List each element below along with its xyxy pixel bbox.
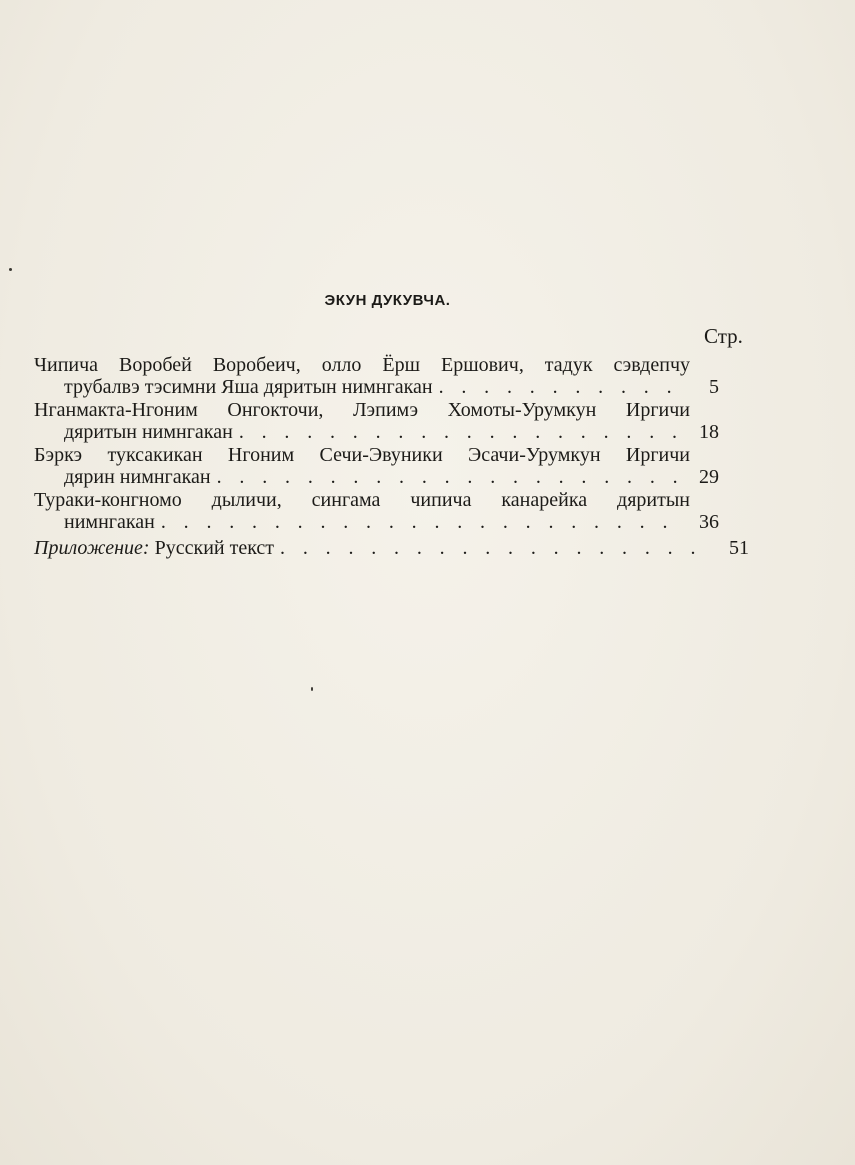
appendix-label: Приложение:	[34, 537, 150, 559]
dot-leader	[280, 537, 709, 559]
dot-leader	[439, 376, 679, 398]
toc-entry-title-end: дяритын нимнгакан	[64, 421, 233, 443]
table-of-contents	[34, 354, 749, 560]
paper-speck	[9, 268, 12, 271]
toc-entry-page-number: 5	[709, 376, 719, 398]
toc-entry-title-line: Тураки-конгномо дыличи, сингама чипича канарейка дяритын	[34, 489, 690, 511]
toc-entry-title-end: трубалвэ тэсимни Яша дяритын нимнгакан	[64, 376, 433, 398]
dot-leader	[239, 421, 679, 443]
toc-entry-last-line	[34, 537, 749, 559]
appendix-title	[34, 537, 274, 559]
toc-entry-appendix	[34, 537, 749, 559]
toc-entry-page-number: 29	[699, 466, 719, 488]
toc-entry-title-line: Нганмакта-Нгоним Онгокточи, Лэпимэ Хомоты-Урумкун Иргичи	[34, 399, 690, 421]
toc-entry-last-line	[34, 511, 719, 533]
page-title: ЭКУН ДУКУВЧА.	[324, 292, 451, 309]
toc-entry-last-line	[34, 466, 719, 488]
toc-entry-last-line	[34, 376, 719, 398]
toc-entry-title-line: Чипича Воробей Воробеич, олло Ёрш Ершович, тадук сэвдепчу	[34, 354, 690, 376]
toc-entry-page-number: 36	[699, 511, 719, 533]
dot-leader	[217, 466, 679, 488]
toc-entry-title-end: нимнгакан	[64, 511, 155, 533]
dot-leader	[161, 511, 679, 533]
toc-entry	[34, 354, 749, 398]
toc-entry-title-line: Бэркэ туксакикан Нгоним Сечи-Эвуники Эсачи-Урумкун Иргичи	[34, 444, 690, 466]
toc-entry	[34, 444, 749, 488]
toc-entry-last-line	[34, 421, 719, 443]
toc-entry	[34, 399, 749, 443]
toc-entry-page-number: 18	[699, 421, 719, 443]
page-column-header: Стр.	[704, 324, 743, 348]
toc-entry-page-number: 51	[729, 537, 749, 559]
toc-entry	[34, 489, 749, 533]
appendix-text: Русский текст	[154, 537, 275, 559]
paper-speck	[311, 687, 313, 691]
toc-entry-title-end: дярин нимнгакан	[64, 466, 211, 488]
